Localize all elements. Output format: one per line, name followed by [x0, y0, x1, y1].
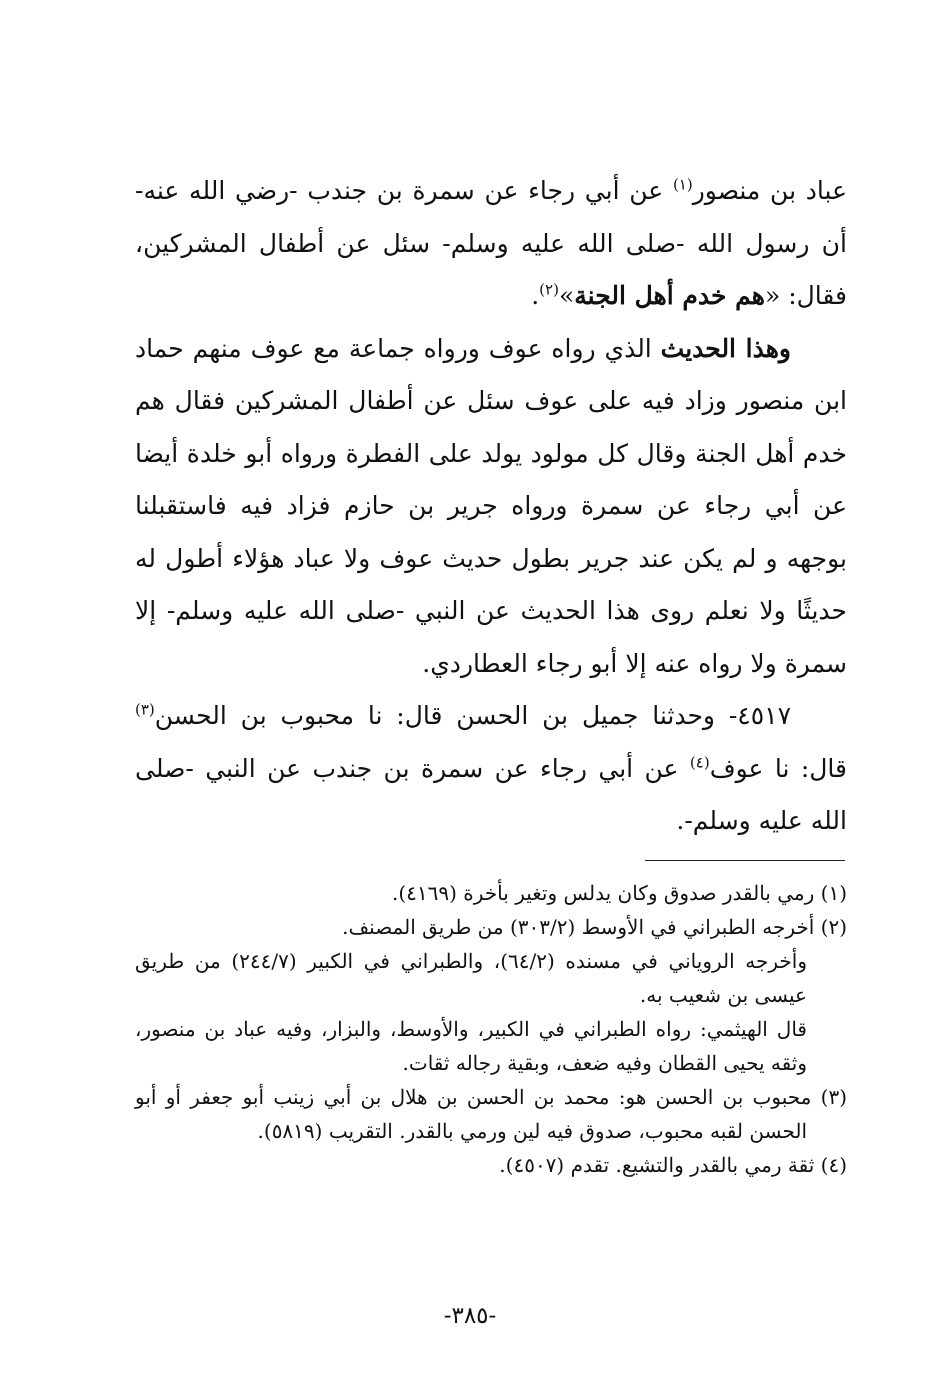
page-number: -٣٨٥- — [443, 1303, 497, 1329]
footnote-2: (٢) أخرجه الطبراني في الأوسط (٣٠٣/٢) من طريق المصنف. — [342, 915, 847, 939]
footnote-3: (٣) محبوب بن الحسن هو: محمد بن الحسن بن هلال بن أبي زينب أبو جعفر أو أبو الحسن لقبه محبوب، صدوق فيه لين ورمي بالقدر. التقريب (٥٨١٩). — [135, 1085, 847, 1143]
footnote-ref-1: (١) — [672, 175, 693, 194]
paragraph-2-lead: وهذا الحديث — [660, 333, 791, 363]
footnote-ref-2: (٢) — [539, 280, 559, 299]
hadith-quote: هم خدم أهل الجنة — [574, 281, 765, 310]
footnote-2-continuation: وأخرجه الروياني في مسنده (٦٤/٢)، والطبراني في الكبير (٢٤٤/٧) من طريق عيسى بن شعيب به. — [135, 949, 807, 1007]
footnote-4: (٤) ثقة رمي بالقدر والتشيع. تقدم (٤٥٠٧). — [499, 1153, 847, 1177]
paragraph-3: ٤٥١٧- وحدثنا جميل بن الحسن قال: نا محبوب بن الحسن$^{(٣)}$ قال: نا عوف$^{(٤)}$ عن أبي رجاء عن سمرة بن جندب عن النبي -صلى الله عليه وسلم-. — [135, 700, 848, 835]
paragraph-1: عباد بن منصور$^{(١)}$ عن أبي رجاء عن سمرة بن جندب -رضي الله عنه- أن رسول الله -صلى الله عليه وسلم- سئل عن أطفال المشركين، فقال: «هم خدم أهل الجنة»$^{(٢)}$. — [135, 175, 847, 310]
footnote-divider — [645, 860, 845, 861]
paragraph-2: وهذا الحديث الذي رواه عوف ورواه جماعة مع عوف منهم حماد ابن منصور وزاد فيه على عوف سئل عن أطفال المشركين فقال هم خدم أهل الجنة وقال كل مولود يولد على الفطرة ورواه أبو خلدة أيضا عن أبي رجاء عن سمرة ورواه جرير بن حازم فزاد فيه فاستقبلنا بوجهه و لم يكن عند جرير بطول حديث عوف ولا عباد هؤلاء أطول له حديثًا ولا نعلم روى هذا الحديث عن النبي -صلى الله عليه وسلم- إلا سمرة ولا رواه عنه إلا أبو رجاء العطاردي. — [135, 333, 847, 678]
main-text — [135, 165, 847, 848]
footnote-ref-3: (٣) — [135, 700, 155, 719]
footnote-1: (١) رمي بالقدر صدوق وكان يدلس وتغير بأخرة (٤١٦٩). — [392, 881, 847, 905]
footnote-ref-4: (٤) — [689, 753, 710, 772]
footnote-2-continuation-2: قال الهيثمي: رواه الطبراني في الكبير، والأوسط، والبزار، وفيه عباد بن منصور، وثقه يحيى القطان وفيه ضعف، وبقية رجاله ثقات. — [135, 1017, 807, 1075]
footnotes — [135, 876, 847, 1182]
